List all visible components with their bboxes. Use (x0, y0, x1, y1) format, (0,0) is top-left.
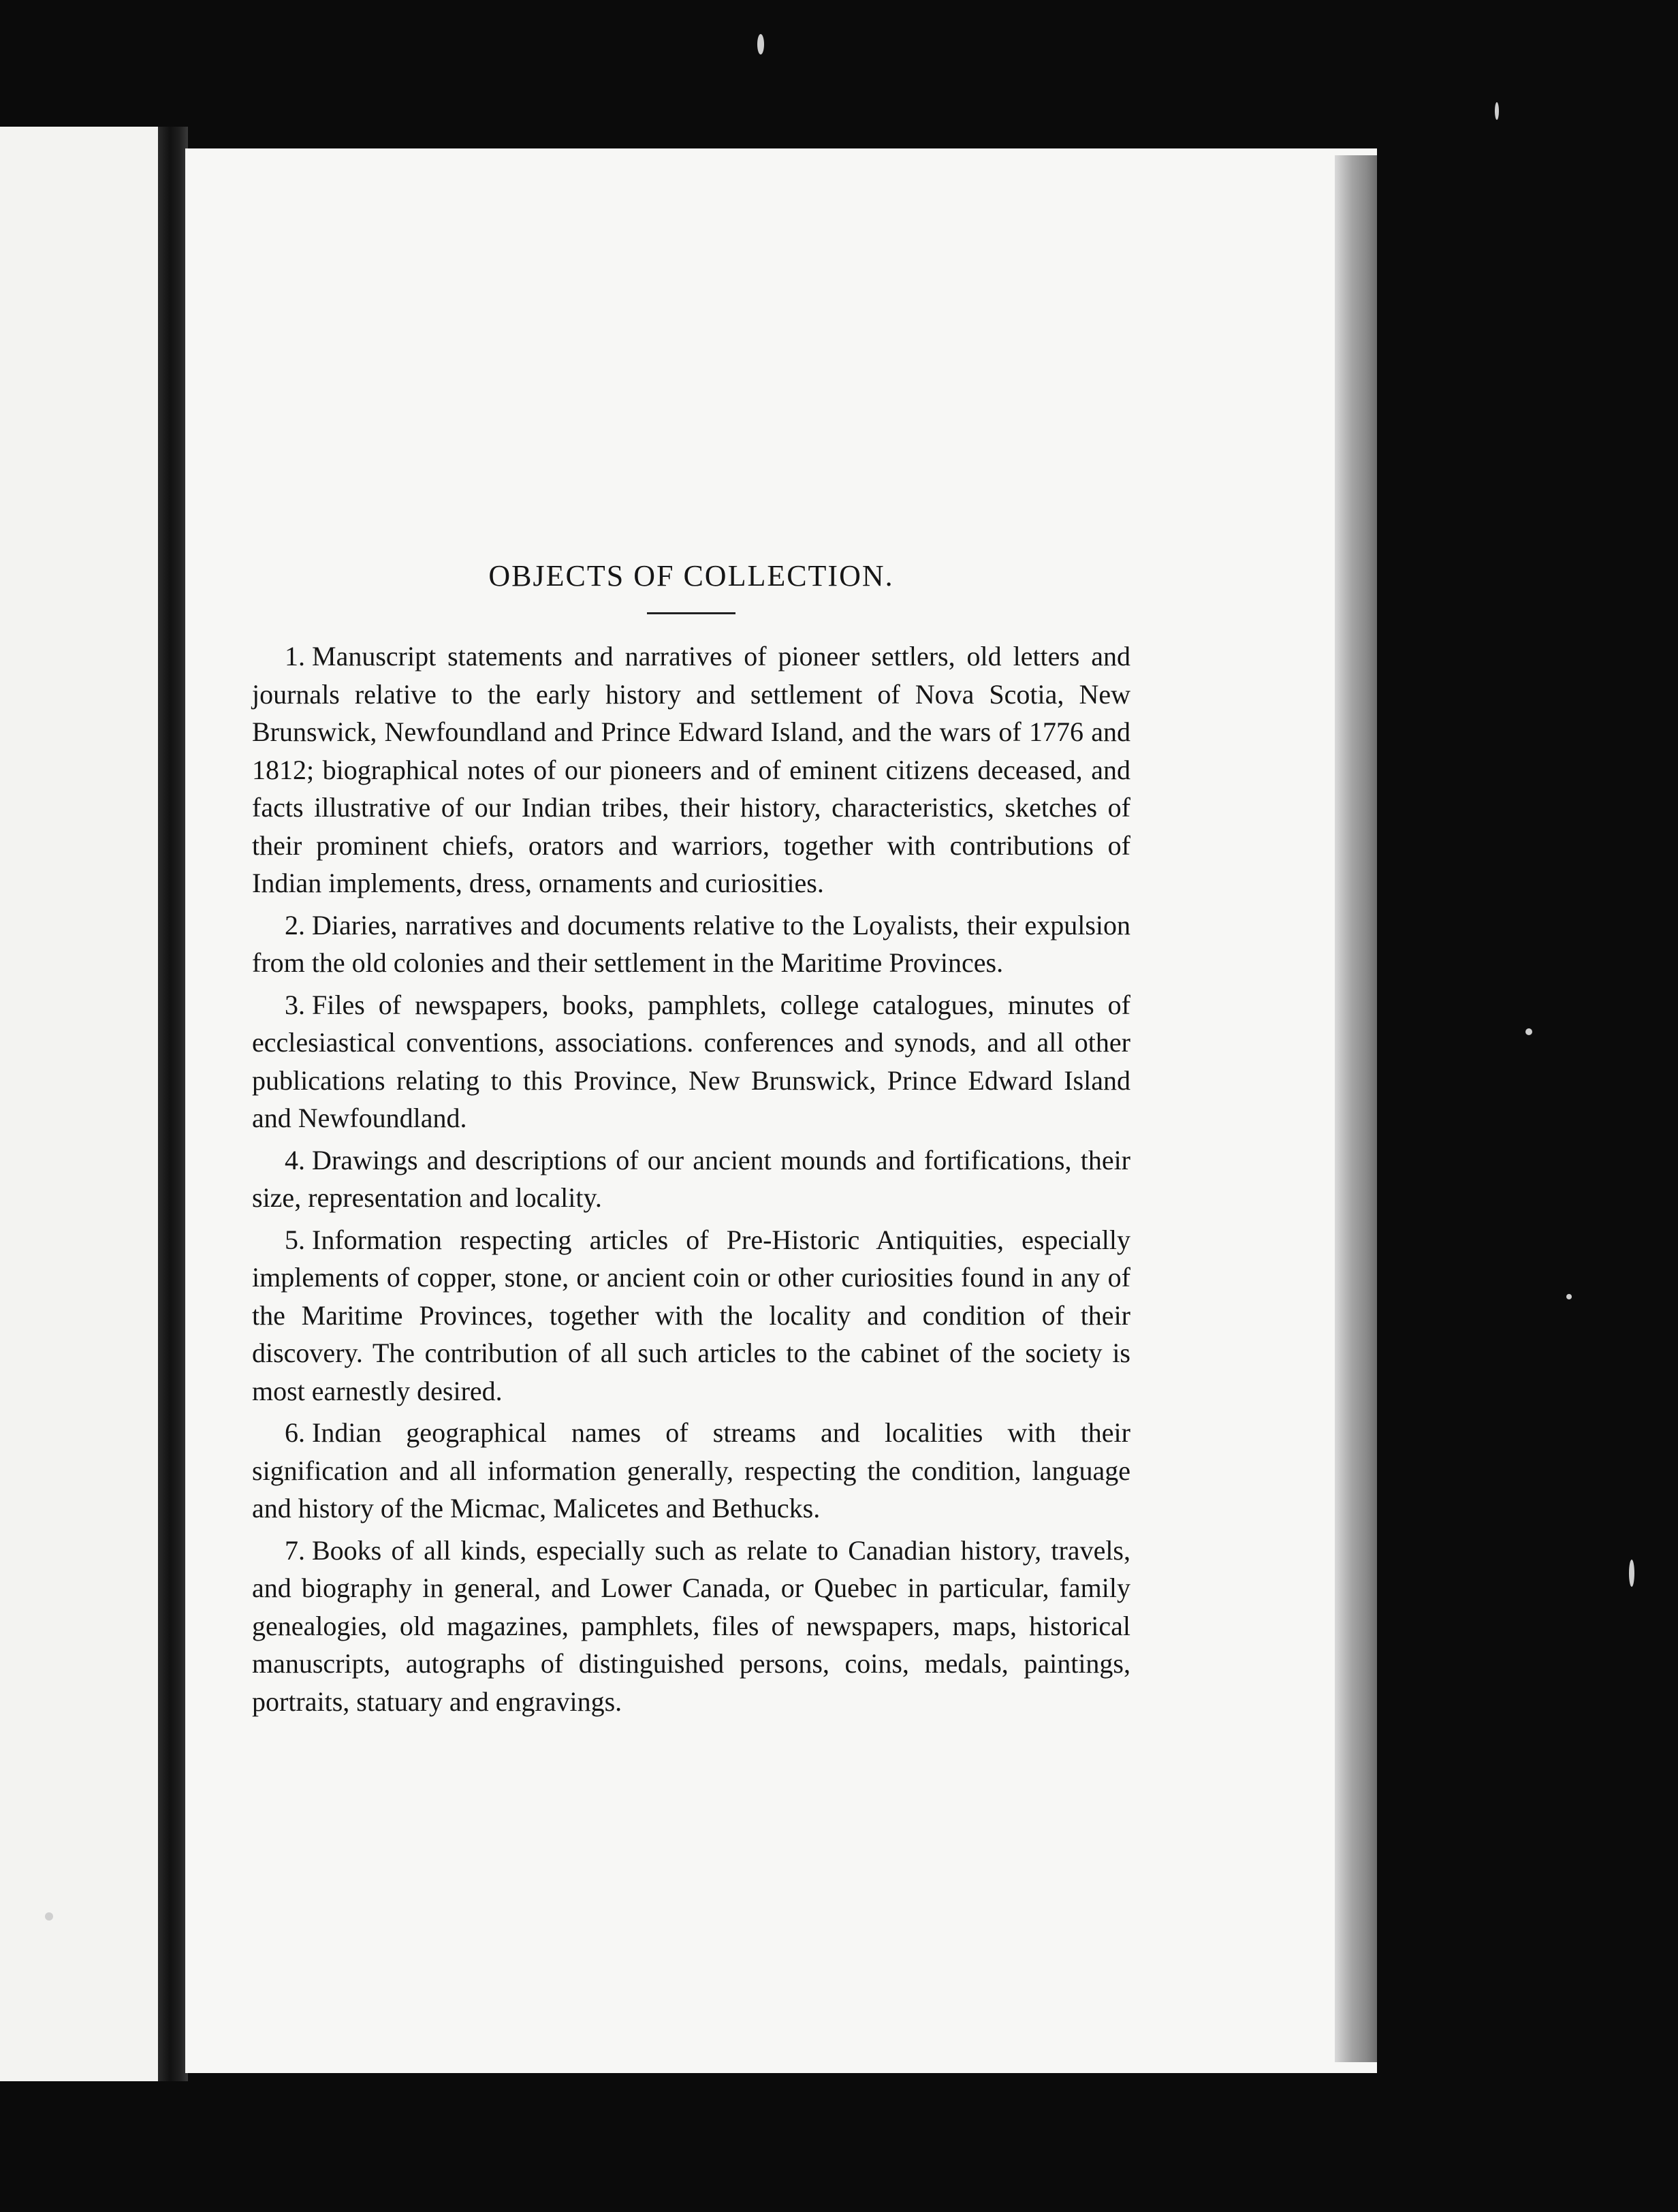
item-text: Diaries, narratives and documents relative to the Loyalists, their expulsion from the old colonies and their settlement in the Maritime Provinces. (252, 909, 1130, 978)
collection-item (252, 1221, 1130, 1410)
item-number: 5. (285, 1224, 305, 1255)
dust-speck (45, 1912, 53, 1921)
title-rule (647, 612, 735, 614)
item-number: 2. (285, 909, 305, 941)
item-number: 1. (285, 641, 305, 672)
item-text: Books of all kinds, especially such as relate to Canadian history, travels, and biography in general, and Lower Canada, or Quebec in particular, family genealogies, old magazines, pamphlets, files of newspapers, maps, historical manuscripts, autographs of distinguished persons, coins, medals, paintings, portraits, statuary and engravings. (252, 1534, 1130, 1717)
item-text: Information respecting articles of Pre-Historic Antiquities, especially implements of copper, stone, or ancient coin or other curiosities found in any of the Maritime Provinces, together with the locality and condition of their discovery. The contribution of all such articles to the cabinet of the society is most earnestly desired. (252, 1224, 1130, 1406)
item-text: Indian geographical names of streams and localities with their signification and all information generally, respecting the condition, language and history of the Micmac, Malicetes and Bethucks. (252, 1417, 1130, 1523)
item-number: 7. (285, 1534, 305, 1566)
item-text: Manuscript statements and narratives of pioneer settlers, old letters and journals relative to the early history and settlement of Nova Scotia, New Brunswick, Newfoundland and Prince Edward Island, and the wars of 1776 and 1812; biographical notes of our pioneers and of eminent citizens deceased, and facts illustrative of our Indian tribes, their history, characteristics, sketches of their prominent chiefs, orators and warriors, together with contributions of Indian implements, dress, ornaments and curiosities. (252, 641, 1130, 898)
page-stack-edge (1335, 155, 1377, 2062)
item-text: Files of newspapers, books, pamphlets, college catalogues, minutes of ecclesiastical conventions, associations. conferences and synods, and all other publications relating to this Province, New Brunswick, Prince Edward Island and Newfoundland. (252, 989, 1130, 1133)
book-gutter (158, 127, 188, 2081)
collection-item (252, 1532, 1130, 1721)
dust-speck (1629, 1560, 1634, 1587)
item-number: 4. (285, 1144, 305, 1175)
dust-speck (757, 34, 764, 54)
collection-item (252, 906, 1130, 982)
dust-speck (1495, 102, 1499, 120)
dust-speck (1525, 1028, 1532, 1035)
page-title: OBJECTS OF COLLECTION. (488, 559, 894, 592)
item-number: 3. (285, 989, 305, 1020)
item-number: 6. (285, 1417, 305, 1448)
dust-speck (1566, 1294, 1572, 1299)
collection-item (252, 986, 1130, 1137)
collection-item (252, 1414, 1130, 1528)
objects-of-collection (252, 558, 1130, 1724)
left-page-edge (0, 127, 162, 2081)
collection-item (252, 1141, 1130, 1217)
collection-item (252, 637, 1130, 902)
item-text: Drawings and descriptions of our ancient mounds and fortifications, their size, representation and locality. (252, 1144, 1130, 1213)
